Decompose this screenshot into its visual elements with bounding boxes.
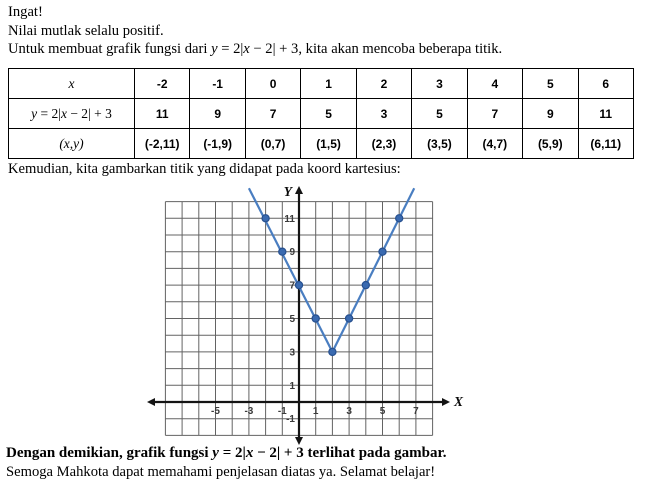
formula-tail: − 2| + 3	[249, 41, 299, 58]
plot-caption: Kemudian, kita gambarkan titik yang didapat pada koord kartesius:	[8, 161, 401, 177]
data-point	[379, 248, 386, 255]
y-tick-label: 5	[289, 314, 295, 325]
y-tick-label: 7	[289, 280, 295, 292]
x-axis-title: X	[454, 394, 464, 409]
formula-tail: − 2| + 3	[66, 105, 112, 121]
function-line	[249, 188, 414, 352]
y-value-cell: 11	[578, 99, 634, 129]
xy-value-cell: (6,11)	[578, 129, 634, 159]
y-value-cell: 11	[135, 99, 190, 129]
x-tick-label: -5	[211, 406, 220, 417]
xy-value-cell: (2,3)	[356, 129, 411, 159]
x-value-cell: -1	[190, 69, 245, 99]
xy-value-cell: (1,5)	[301, 129, 356, 159]
y-axis-title: Y	[283, 184, 292, 199]
x-value-cell: 3	[412, 69, 467, 99]
formula-var-x: x	[245, 445, 254, 461]
table-row-xy	[9, 129, 634, 159]
formula-mid: = 2|	[37, 105, 61, 121]
closing-text	[6, 444, 447, 481]
row-header-x: x	[9, 69, 135, 99]
intro-line-3-post: , kita akan mencoba beberapa titik.	[298, 41, 503, 58]
data-point	[329, 348, 336, 355]
cartesian-graph	[140, 183, 480, 449]
y-tick-label: 11	[284, 213, 295, 225]
y-value-cell: 7	[245, 99, 300, 129]
x-value-cell: 6	[578, 69, 634, 99]
row-header-y	[9, 99, 135, 129]
y-axis-top-arrow	[295, 186, 303, 194]
conclusion-post: terlihat pada gambar.	[303, 445, 447, 461]
y-value-cell: 7	[467, 99, 522, 129]
formula-inline	[212, 445, 303, 461]
x-axis-left-arrow	[147, 398, 155, 406]
y-value-cell: 3	[356, 99, 411, 129]
x-tick-label: 1	[312, 406, 319, 417]
intro-text	[8, 3, 502, 59]
x-value-cell: 2	[356, 69, 411, 99]
formula-var-y: y	[31, 105, 38, 121]
y-tick-label: -1	[286, 414, 295, 426]
table-row-y	[9, 99, 634, 129]
formula-mid: = 2|	[217, 41, 244, 58]
intro-line-2: Nilai mutlak selalu positif.	[8, 22, 164, 39]
data-point	[295, 282, 302, 289]
intro-line-3-pre: Untuk membuat grafik fungsi dari	[8, 41, 212, 58]
x-tick-label: 5	[379, 406, 386, 417]
xy-value-cell: (0,7)	[245, 129, 300, 159]
y-value-cell: 5	[412, 99, 467, 129]
x-tick-label: -1	[277, 406, 287, 417]
formula-mid: = 2|	[218, 445, 246, 461]
x-value-cell: 5	[523, 69, 578, 99]
data-point	[279, 248, 286, 255]
xy-value-cell: (4,7)	[467, 129, 522, 159]
data-point	[312, 315, 319, 322]
x-tick-label: 7	[413, 406, 419, 417]
y-value-cell: 5	[301, 99, 356, 129]
x-value-cell: 1	[301, 69, 356, 99]
farewell-line: Semoga Mahkota dapat memahami penjelasan diatas ya. Selamat belajar!	[6, 463, 436, 480]
data-point	[396, 215, 403, 222]
data-point	[346, 315, 353, 322]
formula-tail: − 2| + 3	[253, 445, 304, 461]
intro-line-1: Ingat!	[8, 4, 43, 20]
xy-value-cell: (-1,9)	[190, 129, 245, 159]
x-value-cell: 0	[245, 69, 300, 99]
x-value-cell: 4	[467, 69, 522, 99]
values-table	[8, 68, 634, 159]
y-tick-label: 1	[289, 380, 295, 392]
formula-var-x: x	[60, 105, 67, 121]
xy-value-cell: (5,9)	[523, 129, 578, 159]
intro-line-3	[8, 40, 502, 59]
row-header-xy: (x,y)	[9, 129, 135, 159]
x-tick-label: 3	[346, 406, 352, 417]
x-axis-right-arrow	[442, 398, 450, 406]
x-value-cell: -2	[135, 69, 190, 99]
formula-var-y: y	[212, 445, 219, 461]
data-point	[262, 215, 269, 222]
conclusion-line	[6, 444, 447, 463]
y-tick-label: 3	[289, 347, 295, 359]
y-value-cell: 9	[523, 99, 578, 129]
formula-var-x: x	[243, 41, 250, 58]
y-value-cell: 9	[190, 99, 245, 129]
xy-value-cell: (-2,11)	[135, 129, 190, 159]
formula-inline	[211, 41, 298, 57]
xy-value-cell: (3,5)	[412, 129, 467, 159]
y-tick-label: 9	[289, 247, 295, 259]
formula-var-y: y	[211, 41, 218, 58]
table-row-x	[9, 69, 634, 99]
conclusion-pre: Dengan demikian, grafik fungsi	[6, 445, 213, 461]
x-tick-label: -3	[244, 406, 254, 417]
data-point	[362, 282, 369, 289]
